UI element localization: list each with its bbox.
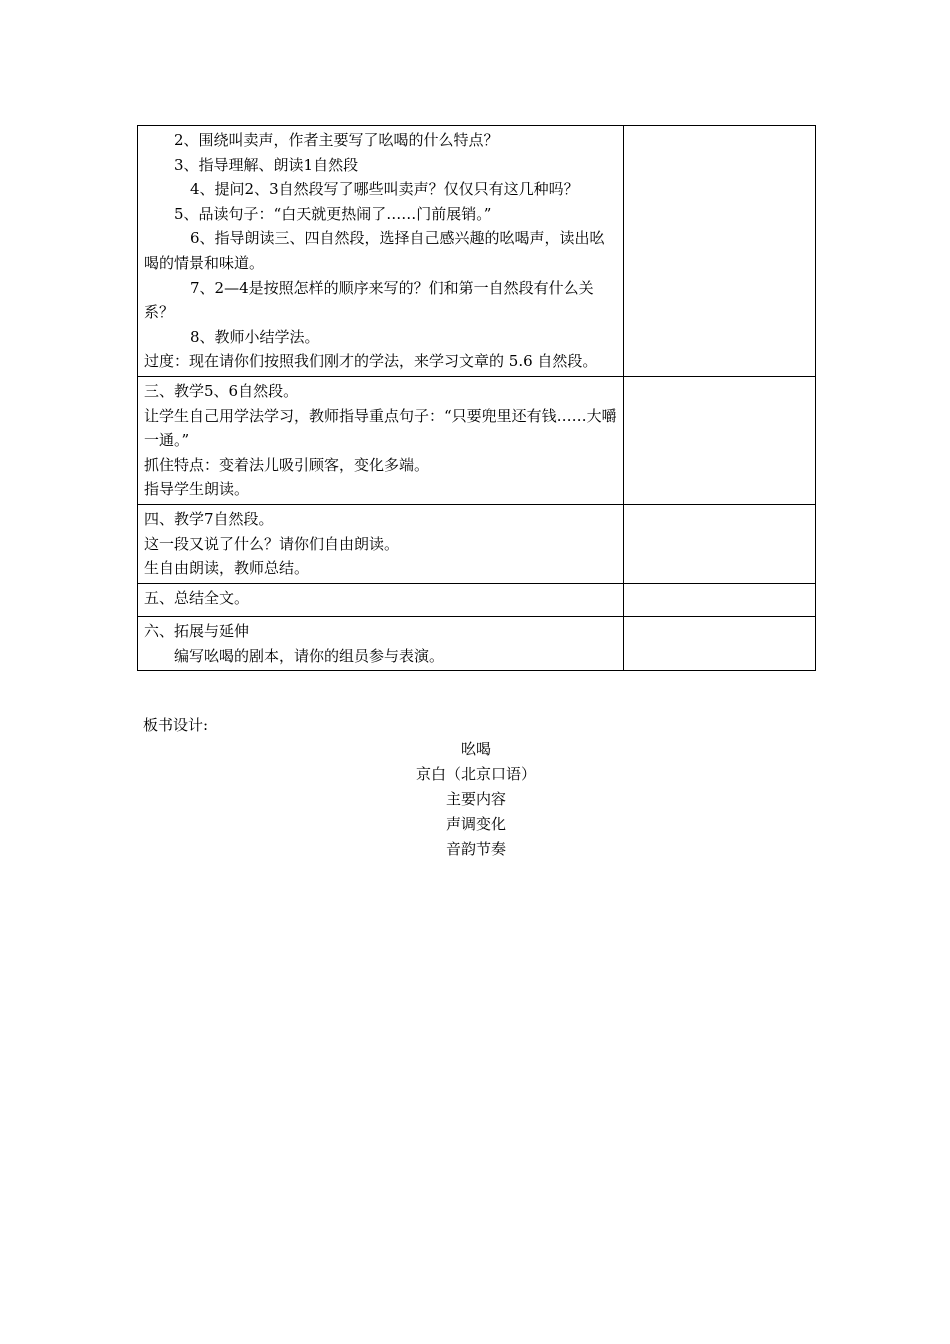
board-design xyxy=(300,737,652,862)
board-line: 声调变化 xyxy=(445,815,506,833)
step-line: 6、指导朗读三、四自然段，选择自己感兴趣的吆喝声，读出吆喝的情景和味道。 xyxy=(144,229,605,272)
transition-line: 过度：现在请你们按照我们刚才的学法，来学习文章的 5.6 自然段。 xyxy=(144,352,598,371)
board-line: 主要内容 xyxy=(445,790,506,808)
board-design-label: 板书设计: xyxy=(143,716,209,734)
notes-cell xyxy=(624,126,816,377)
notes-cell xyxy=(624,617,816,671)
notes-cell xyxy=(624,504,816,583)
board-line: 京白（北京口语） xyxy=(415,765,536,783)
step-line: 3、指导理解、朗读1自然段 xyxy=(174,155,359,174)
table-row xyxy=(138,504,816,583)
step-line: 编写吆喝的剧本，请你的组员参与表演。 xyxy=(174,646,445,665)
section-heading: 六、拓展与延伸 xyxy=(144,622,250,641)
steps-cell xyxy=(138,504,624,583)
notes-cell xyxy=(624,583,816,617)
step-line: 5、品读句子：“白天就更热闹了……门前展销。” xyxy=(174,204,492,223)
step-line: 抓住特点：变着法儿吸引顾客，变化多端。 xyxy=(144,455,430,474)
lesson-plan-table xyxy=(137,125,816,671)
steps-cell xyxy=(138,376,624,504)
step-line: 7、2—4是按照怎样的顺序来写的？们和第一自然段有什么关系？ xyxy=(144,278,594,322)
step-line: 2、围绕叫卖声，作者主要写了吆喝的什么特点？ xyxy=(174,131,499,149)
step-line: 指导学生朗读。 xyxy=(144,480,250,499)
table-row xyxy=(138,126,816,377)
steps-cell xyxy=(138,617,624,671)
section-heading: 五、总结全文。 xyxy=(144,588,250,607)
steps-cell xyxy=(138,583,624,617)
table-row xyxy=(138,583,816,617)
table-row xyxy=(138,376,816,504)
section-heading: 四、教学7自然段。 xyxy=(144,509,274,528)
board-line: 音韵节奏 xyxy=(445,840,506,858)
section-heading: 三、教学5、6自然段。 xyxy=(144,381,299,400)
step-line: 这一段又说了什么？请你们自由朗读。 xyxy=(144,534,400,553)
step-line: 8、教师小结学法。 xyxy=(190,327,320,346)
step-line: 4、提问2、3自然段写了哪些叫卖声？仅仅只有这几种吗？ xyxy=(190,180,579,199)
steps-cell xyxy=(138,126,624,377)
notes-cell xyxy=(624,376,816,504)
step-line: 让学生自己用学法学习，教师指导重点句子：“只要兜里还有钱……大嚼一通。” xyxy=(144,406,617,450)
board-title: 吆喝 xyxy=(460,740,491,758)
step-line: 生自由朗读，教师总结。 xyxy=(144,559,310,578)
table-row xyxy=(138,617,816,671)
